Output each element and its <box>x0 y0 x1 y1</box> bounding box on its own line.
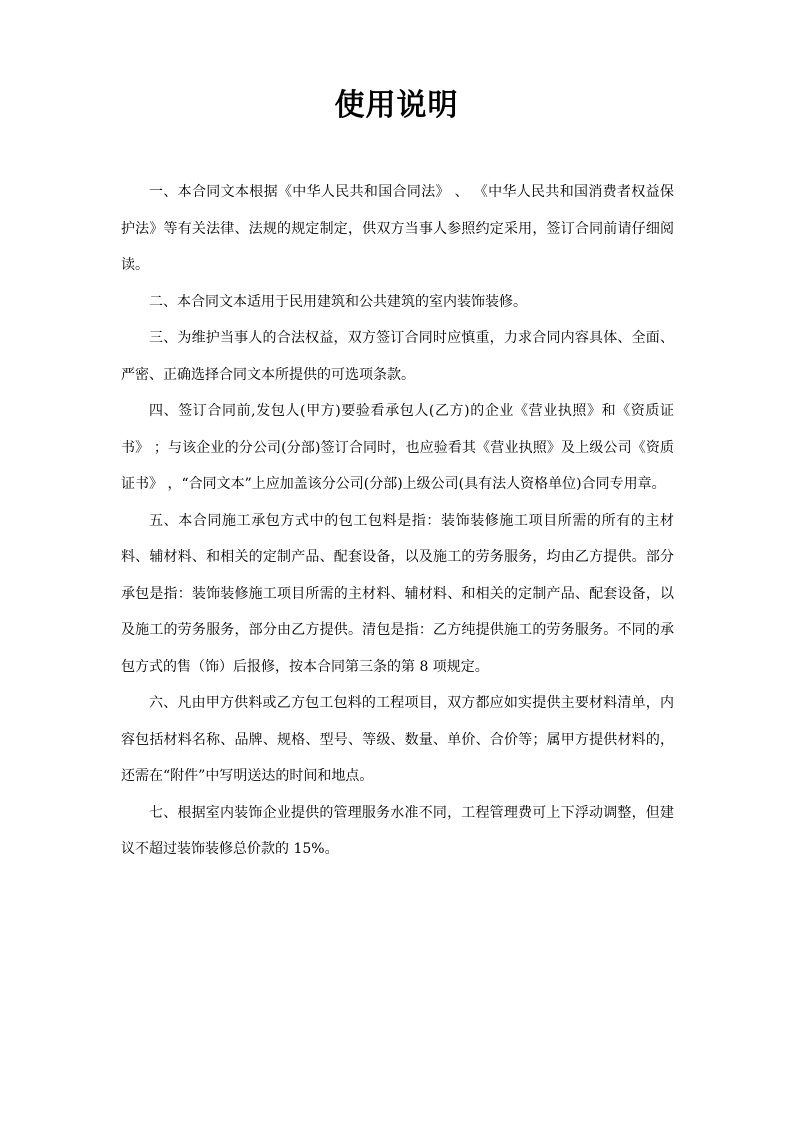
paragraph-1: 一、本合同文本根据《中华人民共和国合同法》 、 《中华人民共和国消费者权益保护法》等有关法律、法规的规定制定，供双方当事人参照约定采用，签订合同前请仔细阅读。 <box>121 184 674 273</box>
paragraph-7: 七、根据室内装饰企业提供的管理服务水准不同，工程管理费可上下浮动调整，但建议不超过装饰装修总价款的 15%。 <box>121 804 674 857</box>
document-body <box>121 174 674 868</box>
page-title: 使用说明 <box>334 88 459 123</box>
paragraph-4: 四、签订合同前,发包人(甲方)要验看承包人(乙方)的企业《营业执照》和《资质证书》 ；与该企业的分公司(分部)签订合同时，也应验看其《营业执照》及上级公司《资质证书》 ，“合同文本”上应加盖该分公司(分部)上级公司(具有法人资格单位)合同专用章。 <box>121 403 674 492</box>
paragraph-5: 五、本合同施工承包方式中的包工包料是指：装饰装修施工项目所需的所有的主材料、辅材料、和相关的定制产品、配套设备，以及施工的劳务服务，均由乙方提供。部分承包是指：装饰装修施工项目所需的主材料、辅材料、和相关的定制产品、配套设备，以及施工的劳务服务，部分由乙方提供。清包是指：乙方纯提供施工的劳务服务。不同的承包方式的售（饰）后报修，按本合同第三条的第 8 项规定。 <box>121 512 674 675</box>
paragraph-3: 三、为维护当事人的合法权益，双方签订合同时应慎重，力求合同内容具体、全面、严密、正确选择合同文本所提供的可选项条款。 <box>121 330 674 383</box>
paragraph-6: 六、凡由甲方供料或乙方包工包料的工程项目，双方都应如实提供主要材料清单，内容包括材料名称、品牌、规格、型号、等级、数量、单价、合价等；属甲方提供材料的，还需在“附件”中写明送达的时间和地点。 <box>121 695 674 784</box>
paragraph-2: 二、本合同文本适用于民用建筑和公共建筑的室内装饰装修。 <box>149 293 527 310</box>
